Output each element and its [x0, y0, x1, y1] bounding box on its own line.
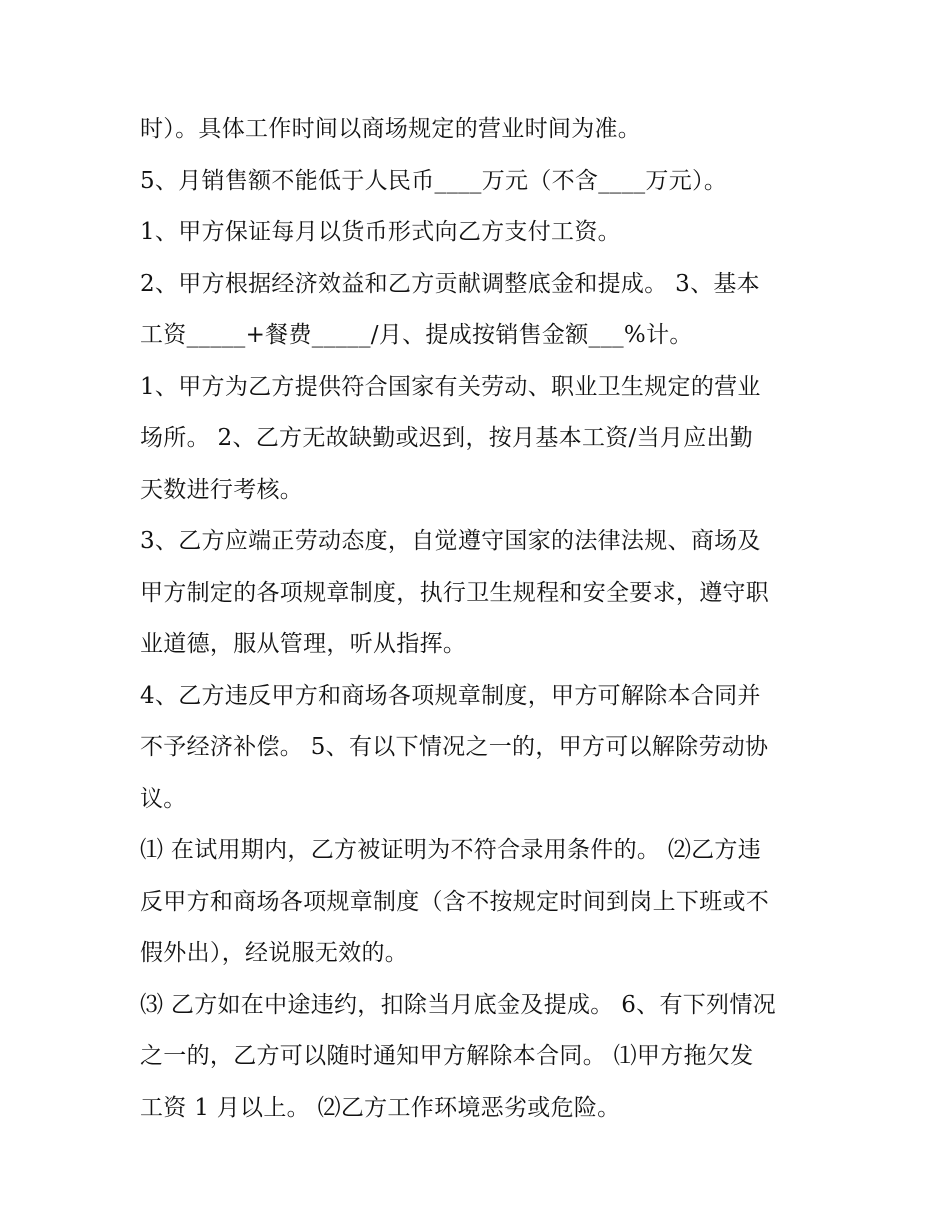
text-line: 4、乙方违反甲方和商场各项规章制度，甲方可解除本合同并 [140, 682, 761, 709]
text-line: 反甲方和商场各项规章制度（含不按规定时间到岗上下班或不 [140, 888, 770, 915]
text-line: 场所。 2、乙方无故缺勤或迟到，按月基本工资/当月应出勤 [140, 425, 754, 451]
text-line: 不予经济补偿。 5、有以下情况之一的，甲方可以解除劳动协 [140, 734, 769, 760]
text-line: 工资 1 月以上。 ⑵乙方工作环境恶劣或危险。 [140, 1094, 621, 1121]
text-line: 1、甲方为乙方提供符合国家有关劳动、职业卫生规定的营业 [140, 373, 761, 400]
text-line: ⑶ 乙方如在中途违约，扣除当月底金及提成。 6、有下列情况 [140, 991, 776, 1018]
text-line: 5、月销售额不能低于人民币____万元（不含____万元）。 [140, 167, 728, 194]
text-line: 3、乙方应端正劳动态度，自觉遵守国家的法律法规、商场及 [140, 528, 761, 554]
text-line: 议。 [140, 785, 187, 812]
text-line: 之一的，乙方可以随时通知甲方解除本合同。 ⑴甲方拖欠发 [140, 1043, 754, 1069]
text-line: 甲方制定的各项规章制度，执行卫生规程和安全要求，遵守职 [140, 579, 770, 606]
text-line: 1、甲方保证每月以货币形式向乙方支付工资。 [140, 219, 621, 245]
text-line: 假外出），经说服无效的。 [140, 940, 409, 966]
text-line: ⑴ 在试用期内，乙方被证明为不符合录用条件的。 ⑵乙方违 [140, 837, 762, 863]
text-line: 业道德，服从管理，听从指挥。 [140, 631, 467, 657]
text-line: 时）。具体工作时间以商场规定的营业时间为准。 [140, 116, 642, 142]
text-line: 天数进行考核。 [140, 476, 304, 503]
document-body [140, 104, 820, 1134]
text-line: 工资_____+餐费_____/月、提成按销售金额___%计。 [140, 322, 693, 348]
text-line: 2、甲方根据经济效益和乙方贡献调整底金和提成。 3、基本 [140, 270, 760, 297]
